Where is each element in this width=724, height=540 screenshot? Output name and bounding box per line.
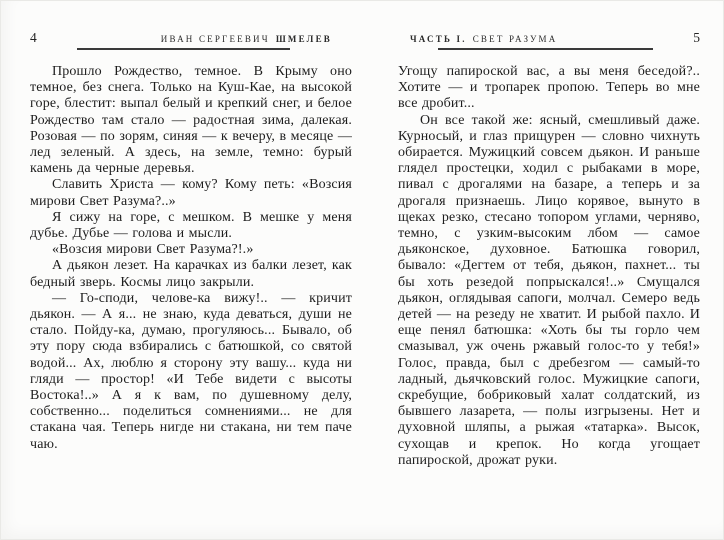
paragraph: Угощу папироской вас, а вы меня беседой?.. Хотите — и тропарек пропою. Теперь во мне все дробит... <box>398 64 700 112</box>
running-head-part-number: ЧАСТЬ I. <box>410 34 467 44</box>
left-header-rule <box>77 48 290 50</box>
right-page-header <box>398 30 700 62</box>
paragraph: Я сижу на горе, с мешком. В мешке у меня дубье. Дубье — голова и мысли. <box>30 209 352 242</box>
left-page-number: 4 <box>30 30 37 45</box>
paragraph: Прошло Рождество, темное. В Крыму оно темное, без снега. Только на Куш-Кае, на высокой горе, блестит: выпал белый и крепкий снег, и белое Рождество там стало — радостная зима, далекая. Розовая — по зорям, синяя — к вечеру, в месяце — лед зеленый. А здесь, на земле, темно: бурый камень да черные деревья. <box>30 64 352 177</box>
paragraph: — Го-споди, челове-ка вижу!.. — кричит дьякон. — А я... не знаю, куда деваться, души не стало. Пойду-ка, думаю, прогуляюсь... Бывало, об эту пору сюда взбирались с батюшкой, со святой водой... Ах, люблю я сторону эту вашу... куда ни гляди — простор! «И Тебе видети с высоты Востока!..» А я к вам, по душевному делу, собственно... поделиться сомнениями... не для стакана чая. Теперь нигде ни стакана, ни тем паче чаю. <box>30 290 352 452</box>
right-page-body <box>398 64 700 469</box>
left-page-header <box>30 30 352 62</box>
left-page-body <box>30 64 352 453</box>
running-head-author <box>161 34 332 44</box>
paragraph: Он все такой же: ясный, смешливый даже. Курносый, и глаз прищурен — словно чихнуть обирается. Мужицкий совсем дьякон. И раньше глядел простецки, ходил с рыбаками в море, пивал с дрогалями на базаре, а теперь и за дрогаля признаешь. Лицо корявое, вынуто в щеках резко, стесано топором углами, черняво, темно, с узким-высоким лбом — самое дьяконское, духовное. Батюшка говорил, бывало: «Дегтем от тебя, дьякон, пахнет... ты бы хоть резедой попрыскался!..» Смущался дьякон, оглядывая сапоги, молчал. Семеро ведь детей — на резеду не хватит. И рыбой пахло. И еще пенял батюшка: «Хоть бы ты горло чем смазывал, уж очень ржавый голос-то у тебя!» Голос, правда, был с дребезгом — самый-то ладный, дьячковский голос. Мужицкие сапоги, скребущие, бобриковый халат солдатский, из бывшего лазарета, — полы изгрызены. Нет и духовной шляпы, а рыжая «татарка». Высок, сухощав и крепок. Но когда угощает папироской, дрожат руки. <box>398 112 700 468</box>
paragraph: А дьякон лезет. На карачках из балки лезет, как бедный зверь. Космы лицо закрыли. <box>30 258 352 290</box>
running-head-part <box>410 34 557 44</box>
running-head-author-surname: ШМЕЛЕВ <box>275 34 332 44</box>
paragraph: «Возсия мирови Свет Разума?!.» <box>52 242 254 258</box>
running-head-part-title: СВЕТ РАЗУМА <box>472 34 558 44</box>
right-page-number: 5 <box>693 30 700 45</box>
right-page <box>362 0 724 540</box>
running-head-author-name: ИВАН СЕРГЕЕВИЧ <box>160 34 270 44</box>
right-header-rule <box>438 48 653 50</box>
paragraph: Славить Христа — кому? Кому петь: «Возсия мирови Свет Разума?..» <box>30 177 352 209</box>
